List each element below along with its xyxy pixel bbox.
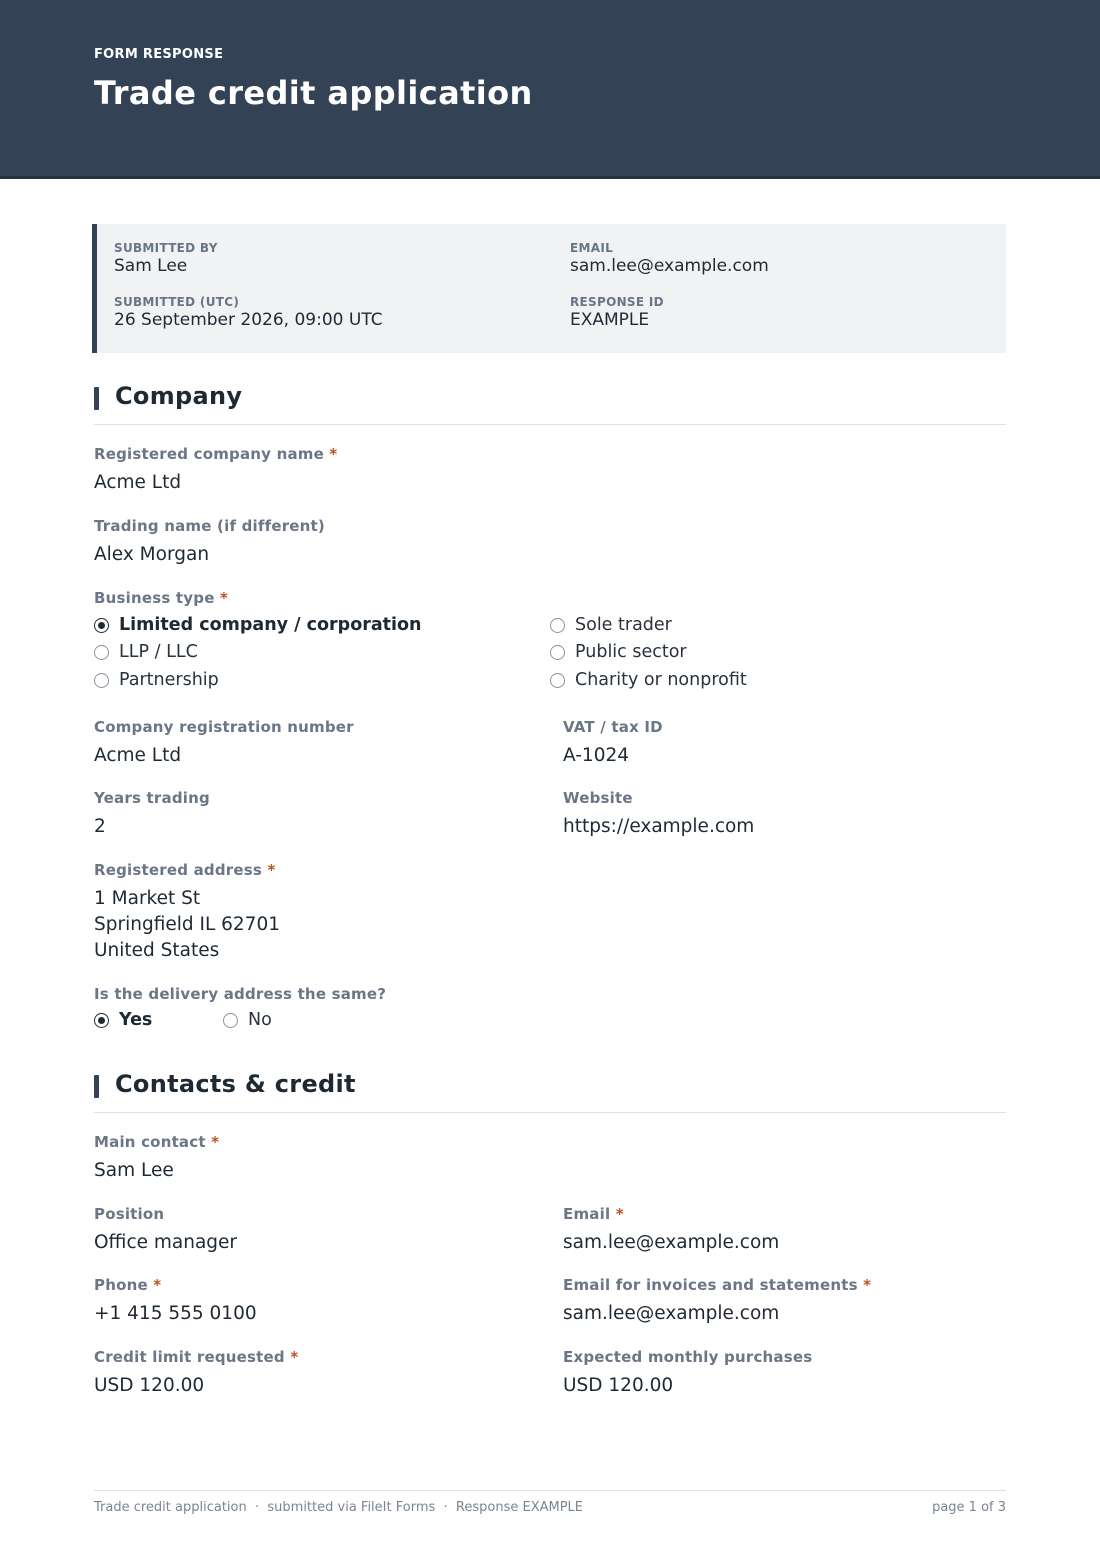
field-label: Registered company name * (94, 445, 338, 463)
radio-empty-icon (223, 1013, 238, 1028)
field-position (94, 1205, 237, 1256)
page-header (0, 0, 1100, 179)
submission-meta-panel (92, 224, 1006, 353)
field-trading-name (94, 517, 325, 568)
field-label: Main contact * (94, 1133, 220, 1151)
radio-empty-icon (550, 618, 565, 633)
page-number: page 1 of 3 (932, 1500, 1006, 1515)
field-registered-address (94, 861, 280, 964)
field-label: Expected monthly purchases (563, 1348, 813, 1366)
field-label: Position (94, 1205, 165, 1223)
field-label: Credit limit requested * (94, 1348, 299, 1366)
field-label: Phone * (94, 1276, 162, 1294)
field-value: Acme Ltd (94, 472, 182, 493)
delivery-same-option-yes: Yes (94, 1009, 152, 1031)
submitted-utc-value: 26 September 2026, 09:00 UTC (114, 310, 383, 330)
form-response-kicker: FORM RESPONSE (94, 47, 224, 62)
radio-selected-icon (94, 1013, 109, 1028)
radio-empty-icon (550, 673, 565, 688)
field-value: sam.lee@example.com (563, 1303, 780, 1324)
field-business-type (94, 589, 228, 607)
field-value: 2 (94, 816, 106, 837)
business-type-option-charity: Charity or nonprofit (550, 669, 747, 691)
section-accent-bar (94, 387, 99, 410)
submitted-utc-label: SUBMITTED (UTC) (114, 295, 240, 309)
field-vat-tax-id (563, 718, 663, 769)
section-contacts-credit (94, 1070, 1006, 1113)
required-marker: * (615, 1205, 624, 1223)
business-type-option-public-sector: Public sector (550, 641, 687, 663)
field-label: Years trading (94, 789, 210, 807)
radio-empty-icon (550, 645, 565, 660)
field-label: Trading name (if different) (94, 517, 325, 535)
required-marker: * (220, 589, 229, 607)
required-marker: * (211, 1133, 220, 1151)
required-marker: * (863, 1276, 872, 1294)
field-value: A-1024 (563, 745, 630, 766)
field-value: Acme Ltd (94, 745, 182, 766)
submitted-utc (114, 295, 383, 330)
section-title-contacts-credit: Contacts & credit (115, 1070, 356, 1098)
field-label: Website (563, 789, 633, 807)
field-label: Is the delivery address the same? (94, 985, 387, 1003)
required-marker: * (329, 445, 338, 463)
field-value: USD 120.00 (563, 1375, 674, 1396)
radio-selected-icon (94, 618, 109, 633)
delivery-same-option-no: No (223, 1009, 272, 1031)
field-main-contact (94, 1133, 219, 1184)
business-type-option-sole-trader: Sole trader (550, 614, 672, 636)
submitted-by (114, 241, 218, 276)
business-type-option-llp: LLP / LLC (94, 641, 198, 663)
field-value: https://example.com (563, 816, 755, 837)
address-line: United States (94, 940, 220, 961)
section-accent-bar (94, 1075, 99, 1098)
footer-text: Trade credit application · submitted via FileIt Forms · Response EXAMPLE (94, 1500, 584, 1515)
page-footer (94, 1490, 1006, 1515)
submitter-email (570, 241, 769, 276)
required-marker: * (153, 1276, 162, 1294)
field-years-trading (94, 789, 210, 840)
business-type-option-limited-company: Limited company / corporation (94, 614, 422, 636)
response-id (570, 295, 664, 330)
response-id-label: RESPONSE ID (570, 295, 664, 309)
field-value: +1 415 555 0100 (94, 1303, 257, 1324)
field-label: Email for invoices and statements * (563, 1276, 872, 1294)
field-value: USD 120.00 (94, 1375, 205, 1396)
field-label: VAT / tax ID (563, 718, 663, 736)
section-company (94, 382, 1006, 425)
field-email (563, 1205, 779, 1256)
field-label: Email * (563, 1205, 624, 1223)
field-monthly-purchases (563, 1348, 812, 1399)
field-phone (94, 1276, 257, 1327)
field-value: Alex Morgan (94, 544, 210, 565)
required-marker: * (290, 1348, 299, 1366)
field-label: Business type * (94, 589, 229, 607)
submitter-email-label: EMAIL (570, 241, 614, 255)
required-marker: * (267, 861, 276, 879)
section-title-company: Company (115, 382, 243, 410)
field-company-registration-number (94, 718, 354, 769)
address-line: Springfield IL 62701 (94, 914, 280, 935)
field-website (563, 789, 754, 840)
field-value: Office manager (94, 1232, 238, 1253)
field-delivery-address-same (94, 985, 386, 1003)
business-type-option-partnership: Partnership (94, 669, 219, 691)
field-value (94, 886, 280, 964)
field-label: Company registration number (94, 718, 354, 736)
field-credit-limit (94, 1348, 298, 1399)
field-value: Sam Lee (94, 1160, 174, 1181)
submitted-by-value: Sam Lee (114, 256, 188, 276)
radio-empty-icon (94, 645, 109, 660)
submitter-email-value: sam.lee@example.com (570, 256, 769, 276)
field-value: sam.lee@example.com (563, 1232, 780, 1253)
field-label: Registered address * (94, 861, 276, 879)
submitted-by-label: SUBMITTED BY (114, 241, 218, 255)
response-id-value: EXAMPLE (570, 310, 650, 330)
page-title: Trade credit application (94, 74, 533, 112)
radio-empty-icon (94, 673, 109, 688)
field-invoice-email (563, 1276, 871, 1327)
field-registered-company-name (94, 445, 337, 496)
address-line: 1 Market St (94, 888, 201, 909)
